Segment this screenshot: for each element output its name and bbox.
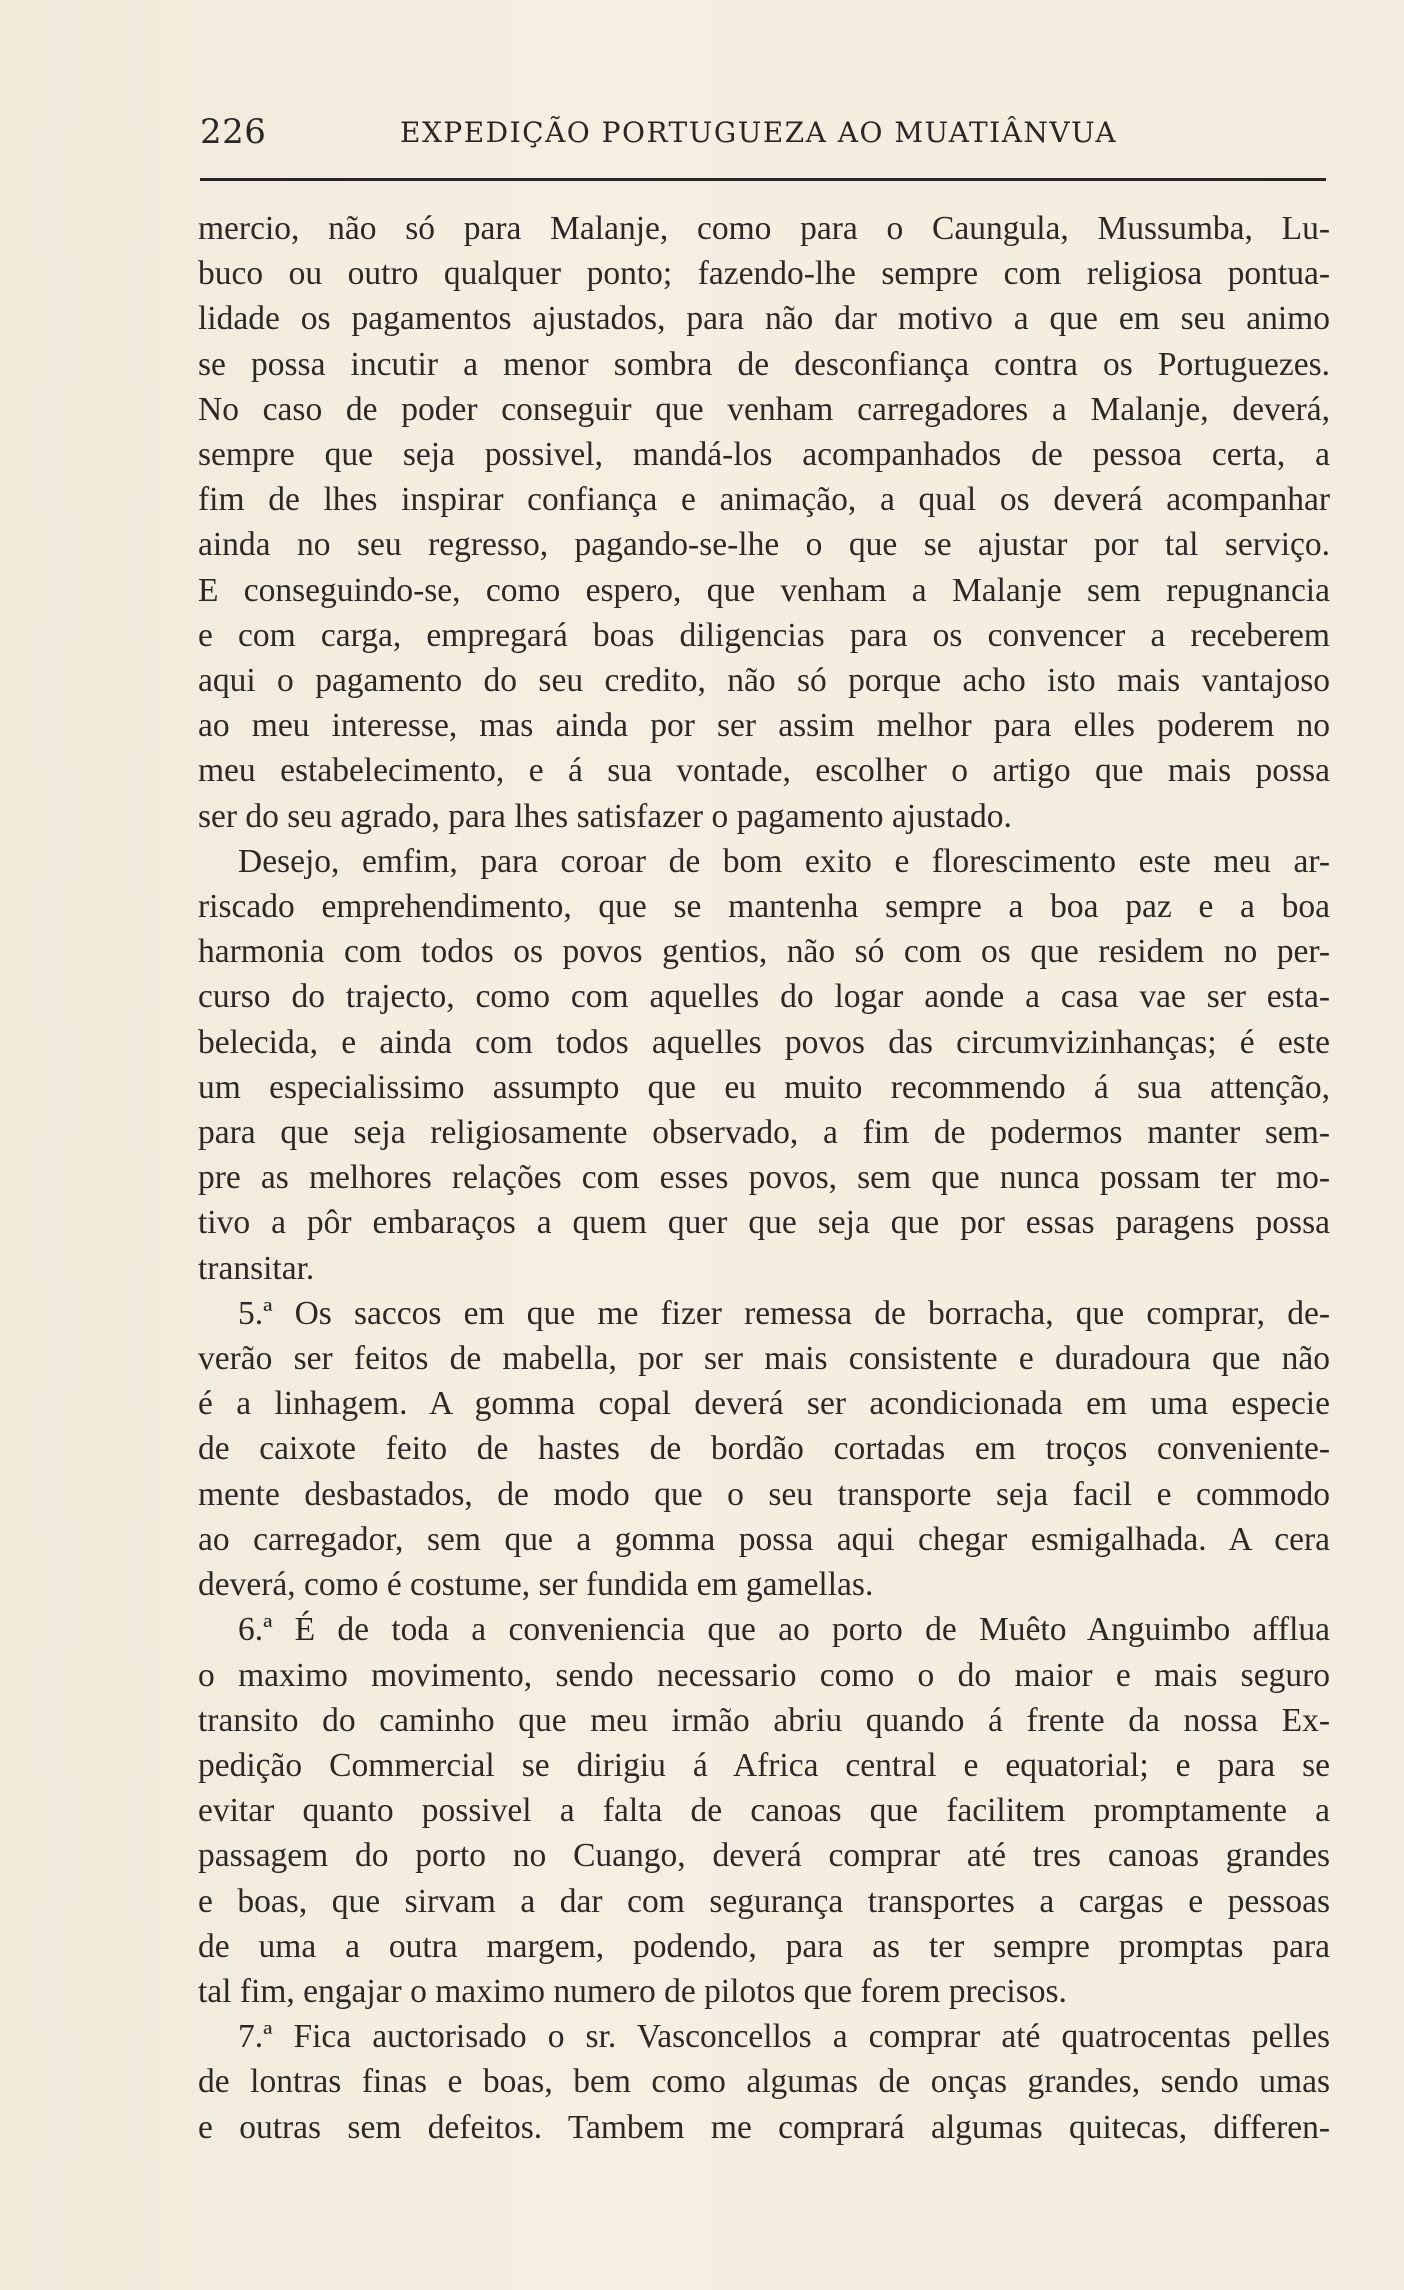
- text-line: é a linhagem. A gomma copal deverá ser acondicionada em uma especie: [198, 1385, 1330, 1423]
- text-line: ao meu interesse, mas ainda por ser assim melhor para elles poderem no: [198, 707, 1330, 745]
- text-line: belecida, e ainda com todos aquelles povos das circumvizinhanças; é este: [198, 1023, 1330, 1061]
- text-line: o maximo movimento, sendo necessario como o do maior e mais seguro: [198, 1656, 1330, 1694]
- header-rule: [200, 178, 1326, 181]
- text-line: 6.ª É de toda a conveniencia que ao porto de Muêto Anguimbo afflua: [238, 1611, 1330, 1649]
- text-line: lidade os pagamentos ajustados, para não dar motivo a que em seu animo: [198, 300, 1330, 338]
- text-line: para que seja religiosamente observado, a fim de podermos manter sem-: [198, 1114, 1330, 1152]
- text-line: passagem do porto no Cuango, deverá comprar até tres canoas grandes: [198, 1837, 1330, 1875]
- text-line: pre as melhores relações com esses povos, sem que nunca possam ter mo-: [198, 1159, 1330, 1197]
- text-line: Desejo, emfim, para coroar de bom exito e florescimento este meu ar-: [238, 842, 1330, 880]
- text-line: transito do caminho que meu irmão abriu quando á frente da nossa Ex-: [198, 1701, 1330, 1739]
- text-line: meu estabelecimento, e á sua vontade, escolher o artigo que mais possa: [198, 752, 1330, 790]
- text-line: de uma a outra margem, podendo, para as ter sempre promptas para: [198, 1927, 1330, 1965]
- text-line: sempre que seja possivel, mandá-los acompanhados de pessoa certa, a: [198, 436, 1330, 474]
- text-line: buco ou outro qualquer ponto; fazendo-lhe sempre com religiosa pontua-: [198, 255, 1330, 293]
- text-line: de caixote feito de hastes de bordão cortadas em troços conveniente-: [198, 1430, 1330, 1468]
- text-line: se possa incutir a menor sombra de desconfiança contra os Portuguezes.: [198, 345, 1330, 383]
- text-line: deverá, como é costume, ser fundida em gamellas.: [198, 1566, 874, 1604]
- text-line: pedição Commercial se dirigiu á Africa central e equatorial; e para se: [198, 1746, 1330, 1784]
- text-line: tivo a pôr embaraços a quem quer que seja que por essas paragens possa: [198, 1204, 1330, 1242]
- page-header: [200, 112, 1326, 160]
- text-line: curso do trajecto, como com aquelles do logar aonde a casa vae ser esta-: [198, 978, 1330, 1016]
- text-line: um especialissimo assumpto que eu muito recommendo á sua attenção,: [198, 1068, 1330, 1106]
- text-line: ser do seu agrado, para lhes satisfazer o pagamento ajustado.: [198, 797, 1012, 835]
- text-line: ainda no seu regresso, pagando-se-lhe o que se ajustar por tal serviço.: [198, 526, 1330, 564]
- text-line: E conseguindo-se, como espero, que venham a Malanje sem repugnancia: [198, 571, 1330, 609]
- running-title: EXPEDIÇÃO PORTUGUEZA AO MUATIÂNVUA: [400, 116, 1118, 149]
- text-line: 7.ª Fica auctorisado o sr. Vasconcellos a comprar até quatrocentas pelles: [238, 2018, 1330, 2056]
- text-line: fim de lhes inspirar confiança e animação, a qual os deverá acompanhar: [198, 481, 1330, 519]
- text-line: evitar quanto possivel a falta de canoas que facilitem promptamente a: [198, 1792, 1330, 1830]
- text-line: tal fim, engajar o maximo numero de pilotos que forem precisos.: [198, 1972, 1067, 2010]
- text-line: 5.ª Os saccos em que me fizer remessa de borracha, que comprar, de-: [238, 1294, 1330, 1332]
- text-line: riscado emprehendimento, que se mantenha sempre a boa paz e a boa: [198, 888, 1330, 926]
- text-line: mente desbastados, de modo que o seu transporte seja facil e commodo: [198, 1475, 1330, 1513]
- text-line: harmonia com todos os povos gentios, não só com os que residem no per-: [198, 933, 1330, 971]
- text-line: transitar.: [198, 1249, 315, 1287]
- text-line: No caso de poder conseguir que venham carregadores a Malanje, deverá,: [198, 390, 1330, 428]
- text-line: mercio, não só para Malanje, como para o Caungula, Mussumba, Lu-: [198, 210, 1330, 247]
- body-text: [198, 206, 1330, 2150]
- text-line: ao carregador, sem que a gomma possa aqui chegar esmigalhada. A cera: [198, 1520, 1330, 1558]
- text-line: verão ser feitos de mabella, por ser mais consistente e duradoura que não: [198, 1340, 1330, 1378]
- text-line: aqui o pagamento do seu credito, não só porque acho isto mais vantajoso: [198, 662, 1330, 700]
- text-line: e outras sem defeitos. Tambem me comprará algumas quitecas, differen-: [198, 2108, 1330, 2146]
- text-line: de lontras finas e boas, bem como algumas de onças grandes, sendo umas: [198, 2063, 1330, 2101]
- text-line: e boas, que sirvam a dar com segurança transportes a cargas e pessoas: [198, 1882, 1330, 1920]
- page-number: 226: [200, 112, 267, 152]
- text-line: e com carga, empregará boas diligencias para os convencer a receberem: [198, 616, 1330, 654]
